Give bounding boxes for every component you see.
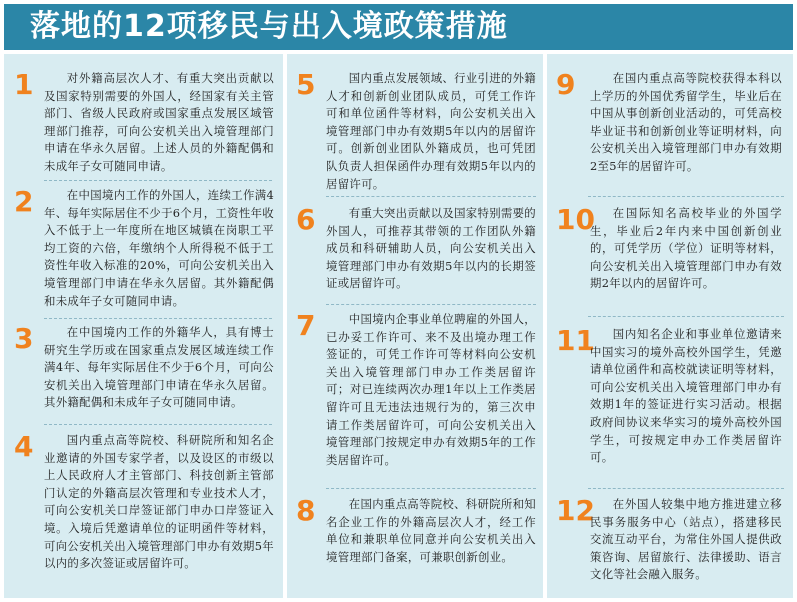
policy-item-3 xyxy=(14,324,278,424)
policy-number: 12 xyxy=(556,494,595,527)
policy-item-9 xyxy=(556,70,790,200)
policy-item-10 xyxy=(556,205,790,315)
divider xyxy=(588,316,784,317)
policy-item-11 xyxy=(556,326,790,486)
divider xyxy=(326,304,536,305)
policy-text: 在外国人较集中地方推进建立移民事务服务中心（站点），搭建移民交流互动平台，为常住外国人提供政策咨询、居留旅行、法律援助、语言文化等社会融入服务。 xyxy=(590,497,782,582)
policy-text: 有重大突出贡献以及国家特别需要的外国人，可推荐其带领的工作团队外籍成员和科研辅助人员，向公安机关出入境管理部门申办有效期5年以内的长期签证或居留许可。 xyxy=(326,206,536,291)
policy-text: 在中国境内工作的外籍华人，具有博士研究生学历或在国家重点发展区域连续工作满4年、每年实际居住不少于6个月，可向公安机关出入境管理部门申请在华永久居留。其外籍配偶和未成年子女可随同申请。 xyxy=(44,325,274,410)
divider xyxy=(326,488,536,489)
title-bar xyxy=(4,4,793,50)
policy-number: 6 xyxy=(296,203,316,236)
policy-text: 国内重点高等院校、科研院所和知名企业邀请的外国专家学者，以及设区的市级以上人民政府人才主管部门、科技创新主管部门认定的外籍高层次管理和专业技术人才，可向公安机关口岸签证部门申办口岸签证入境。入境后凭邀请单位的证明函件等材料，可向公安机关出入境管理部门申办有效期5年以内的多次签证或居留许可。 xyxy=(44,433,274,571)
policy-text: 中国境内企事业单位聘雇的外国人，已办妥工作许可、来不及出境办理工作签证的，可凭工作许可等材料向公安机关出入境管理部门申办工作类居留许可；对已连续两次办理1年以上工作类居留许可且无违法违规行为的，第三次申请工作类居留许可，可向公安机关出入境管理部门按规定申办有效期5年的工作类居留许可。 xyxy=(326,312,536,467)
policy-number: 1 xyxy=(14,68,34,101)
policy-item-6 xyxy=(296,205,540,309)
divider xyxy=(588,488,784,489)
policy-text: 对外籍高层次人才、有重大突出贡献以及国家特别需要的外国人，经国家有关主管部门、省级人民政府或国家重点发展区域管理部门推荐，可向公安机关出入境管理部门申请在华永久居留。上述人员的外籍配偶和未成年子女可随同申请。 xyxy=(44,71,274,173)
policy-item-12 xyxy=(556,496,790,592)
policy-number: 5 xyxy=(296,68,316,101)
policy-item-8 xyxy=(296,496,540,592)
policy-number: 11 xyxy=(556,324,595,357)
divider xyxy=(588,196,784,197)
divider xyxy=(326,196,536,197)
policy-item-4 xyxy=(14,432,278,592)
policy-text: 在国内重点高等院校、科研院所和知名企业工作的外籍高层次人才，经工作单位和兼职单位同意并向公安机关出入境管理部门备案，可兼职创新创业。 xyxy=(326,497,536,564)
policy-number: 7 xyxy=(296,309,316,342)
policy-number: 8 xyxy=(296,494,316,527)
policy-item-5 xyxy=(296,70,540,198)
policy-number: 2 xyxy=(14,185,34,218)
policy-item-1 xyxy=(14,70,278,180)
divider xyxy=(44,318,272,319)
policy-item-2 xyxy=(14,187,278,315)
page-title: 落地的12项移民与出入境政策措施 xyxy=(30,9,508,44)
policy-text: 国内知名企业和事业单位邀请来中国实习的境外高校外国学生，凭邀请单位函件和高校就读证明等材料，可向公安机关出入境管理部门申办有效期1年的签证进行实习活动。根据政府间协议来华实习的境外高校外国学生，可按规定申办工作类居留许可。 xyxy=(590,327,782,465)
policy-text: 在国际知名高校毕业的外国学生，毕业后2年内来中国创新创业的，可凭学历（学位）证明等材料，向公安机关出入境管理部门申办有效期2年以内的居留许可。 xyxy=(590,206,782,291)
policy-item-7 xyxy=(296,311,540,487)
policy-text: 在中国境内工作的外国人，连续工作满4年、每年实际居住不少于6个月，工资性年收入不低于上一年度所在地区城镇在岗职工平均工资的六倍，年缴纳个人所得税不低于工资性年收入标准的20%，可向公安机关出入境管理部门申请在华永久居留。其外籍配偶和未成年子女可随同申请。 xyxy=(44,188,274,308)
policy-text: 国内重点发展领域、行业引进的外籍人才和创新创业团队成员，可凭工作许可和单位函件等材料，向公安机关出入境管理部门申办有效期5年以内的居留许可。创新创业团队外籍成员，也可凭团队负责人担保函件办理有效期5年以内的居留许可。 xyxy=(326,71,536,191)
policy-number: 9 xyxy=(556,68,576,101)
divider xyxy=(44,180,272,181)
policy-number: 10 xyxy=(556,203,595,236)
policy-number: 3 xyxy=(14,322,34,355)
policy-number: 4 xyxy=(14,430,34,463)
policy-text: 在国内重点高等院校获得本科以上学历的外国优秀留学生，毕业后在中国从事创新创业活动的，可凭高校毕业证书和创新创业等证明材料，向公安机关出入境管理部门申办有效期2至5年的居留许可。 xyxy=(590,71,782,173)
divider xyxy=(44,424,272,425)
